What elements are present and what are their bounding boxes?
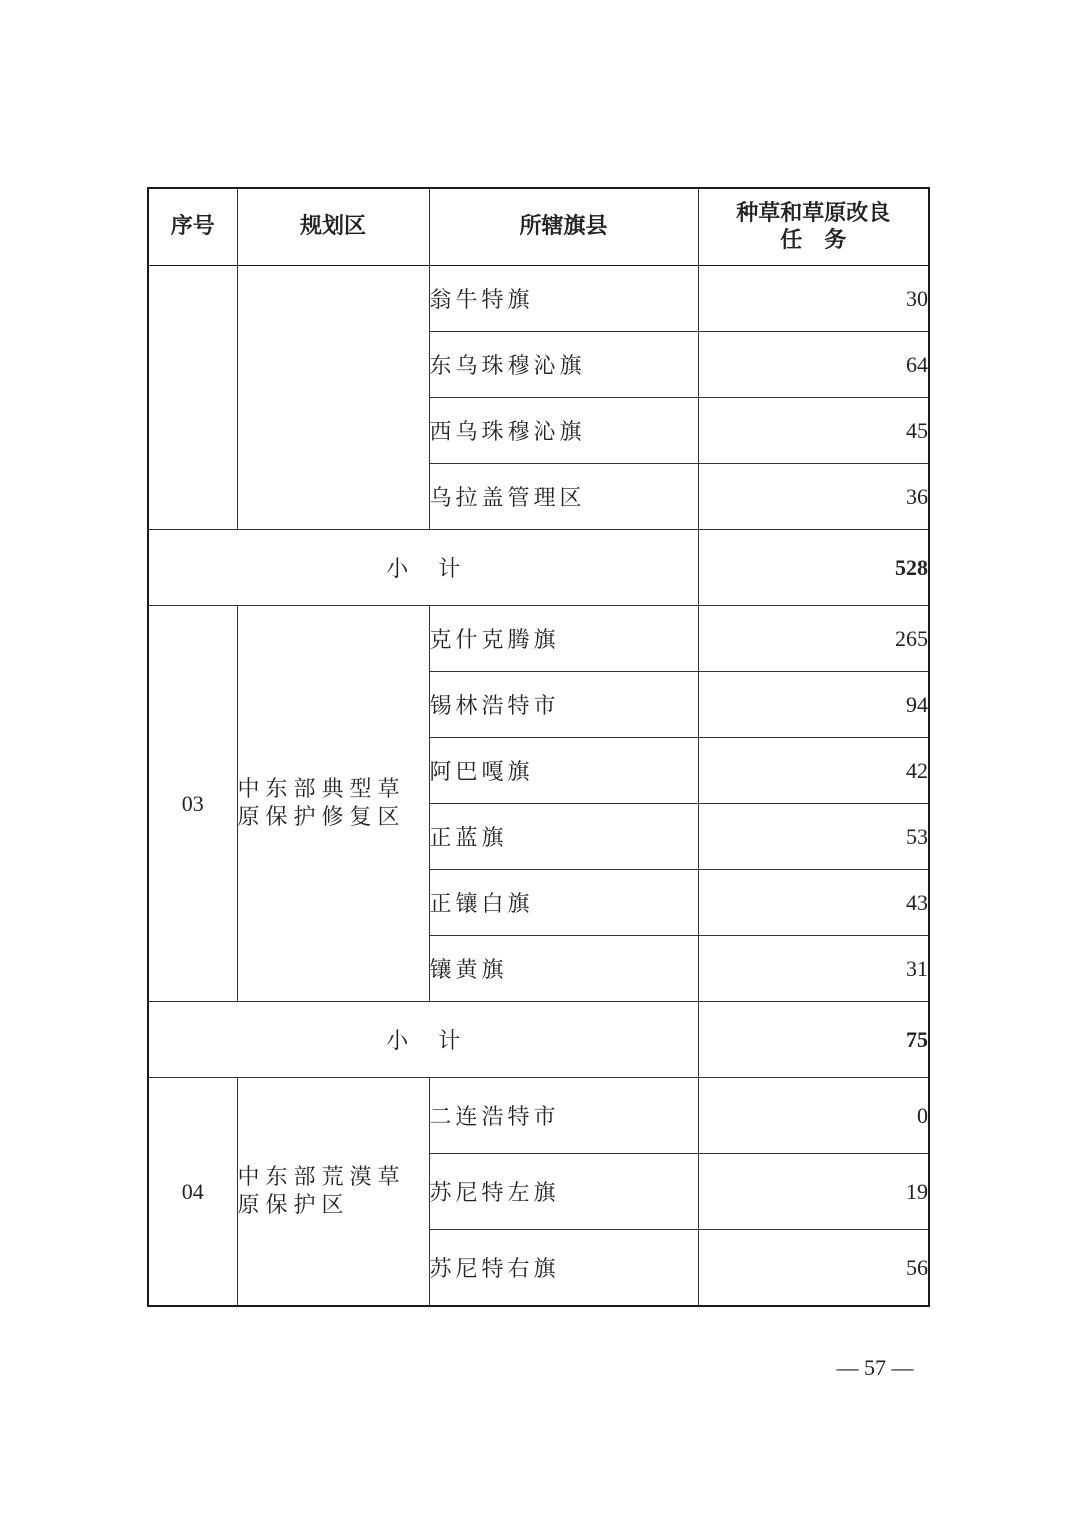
header-task-line1: 种草和草原改良 [736,200,891,226]
county-cell: 翁牛特旗 [429,266,698,332]
subtotal-label [148,1002,698,1078]
task-value-cell: 0 [698,1078,929,1154]
header-task [698,188,929,266]
task-value-cell: 53 [698,804,929,870]
table-row [148,266,929,332]
area-cell: 中东部典型草原保护修复区 [237,606,429,1002]
subtotal-value: 75 [698,1002,929,1078]
seq-cell: 04 [148,1078,237,1307]
seq-cell-empty [148,266,237,530]
county-cell: 正镶白旗 [429,870,698,936]
area-cell-empty [237,266,429,530]
header-seq: 序号 [148,188,237,266]
page-number: — 57 — [836,1355,914,1380]
task-value-cell: 265 [698,606,929,672]
county-cell: 锡林浩特市 [429,672,698,738]
subtotal-label-a: 小 [386,557,409,582]
task-value-cell: 31 [698,936,929,1002]
subtotal-label-b: 计 [438,1029,461,1054]
task-value-cell: 36 [698,464,929,530]
header-area: 规划区 [237,188,429,266]
county-cell: 二连浩特市 [429,1078,698,1154]
task-value-cell: 64 [698,332,929,398]
task-value-cell: 30 [698,266,929,332]
county-cell: 正蓝旗 [429,804,698,870]
county-cell: 东乌珠穆沁旗 [429,332,698,398]
subtotal-label-a: 小 [386,1029,409,1054]
table-row [148,606,929,672]
county-cell: 阿巴嘎旗 [429,738,698,804]
header-task-line2: 任 务 [780,228,847,253]
subtotal-row [148,1002,929,1078]
header-county: 所辖旗县 [429,188,698,266]
task-value-cell: 45 [698,398,929,464]
table-row [148,1078,929,1154]
county-cell: 克什克腾旗 [429,606,698,672]
task-value-cell: 56 [698,1230,929,1307]
county-cell: 西乌珠穆沁旗 [429,398,698,464]
county-cell: 苏尼特右旗 [429,1230,698,1307]
subtotal-label [148,530,698,606]
county-cell: 乌拉盖管理区 [429,464,698,530]
task-value-cell: 94 [698,672,929,738]
planning-task-table [147,187,930,1307]
task-value-cell: 19 [698,1154,929,1230]
seq-cell: 03 [148,606,237,1002]
table-header-row [148,188,929,266]
task-value-cell: 42 [698,738,929,804]
county-cell: 镶黄旗 [429,936,698,1002]
subtotal-label-b: 计 [438,557,461,582]
task-value-cell: 43 [698,870,929,936]
subtotal-row [148,530,929,606]
subtotal-value: 528 [698,530,929,606]
county-cell: 苏尼特左旗 [429,1154,698,1230]
area-cell: 中东部荒漠草原保护区 [237,1078,429,1307]
